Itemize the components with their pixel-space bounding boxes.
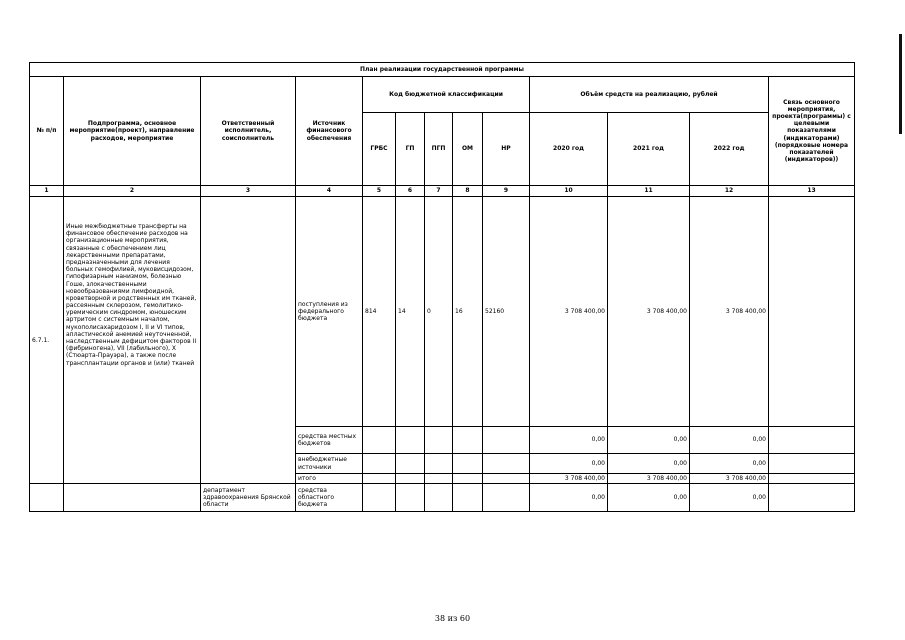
cell-np [483, 427, 530, 454]
cell-link [769, 427, 855, 454]
cell-om: 16 [453, 197, 483, 427]
table-row-federal [30, 197, 855, 427]
cell-np [483, 484, 530, 512]
cell-pgp [425, 427, 453, 454]
program-plan-table [29, 62, 855, 512]
cell-2022: 3 708 400,00 [690, 474, 769, 484]
cell-link [769, 484, 855, 512]
cell-2022: 3 708 400,00 [690, 197, 769, 427]
cell-2020: 0,00 [530, 427, 608, 454]
column-numbers-row [30, 186, 855, 197]
item-number: 6.7.1. [30, 197, 64, 484]
header-subprogram: Подпрограмма, основное мероприятие(проект), направление расходов, мероприятие [64, 77, 201, 186]
cell-2020: 0,00 [530, 484, 608, 512]
column-number: 2 [64, 186, 201, 197]
header-row-1 [30, 77, 855, 113]
cell-source: итого [296, 474, 363, 484]
column-number: 5 [363, 186, 396, 197]
cell-link [769, 474, 855, 484]
header-pgp: ПГП [425, 113, 453, 186]
cell-2022: 0,00 [690, 454, 769, 474]
header-responsible: Ответственный исполнитель, соисполнитель [201, 77, 296, 186]
header-funds: Объём средств на реализацию, рублей [530, 77, 769, 113]
table-title-row [30, 63, 855, 77]
cell-pgp [425, 474, 453, 484]
cell-np [483, 474, 530, 484]
cell-grbs [363, 484, 396, 512]
cell-2022: 0,00 [690, 484, 769, 512]
item-description: Иные межбюджетные трансферты на финансовое обеспечение расходов на организационные мероприятия, связанные с обеспечением лиц лекарственными препаратами, предназначенными для лечения больных гемофилией, муковисцидозом, гипофизарным нанизмом, болезнью Гоше, злокачественными новообразованиями лимфоидной, кроветворной и родственных им тканей, рассеянным склерозом, гемолитико-уремическим синдромом, юношеским артритом с системным началом, мукополисахаридозом I, II и VI типов, апластической анемией неуточненной, наследственным дефицитом факторов II (фибриногена), VII (лабильного), X (Стюарта-Прауэра), а также после трансплантации органов и (или) тканей [64, 197, 201, 484]
header-num: № п/п [30, 77, 64, 186]
cell-link [769, 197, 855, 427]
header-grbs: ГРБС [363, 113, 396, 186]
cell-grbs: 814 [363, 197, 396, 427]
cell-source: внебюджетные источники [296, 454, 363, 474]
cell-om [453, 427, 483, 454]
cell-2021: 3 708 400,00 [608, 474, 690, 484]
cell-grbs [363, 454, 396, 474]
cell-2021: 3 708 400,00 [608, 197, 690, 427]
cell-om [453, 454, 483, 474]
cell-source: поступления из федерального бюджета [296, 197, 363, 427]
cell-pgp: 0 [425, 197, 453, 427]
cell-2020: 0,00 [530, 454, 608, 474]
cell-2022: 0,00 [690, 427, 769, 454]
cell-gp [396, 484, 425, 512]
column-number: 13 [769, 186, 855, 197]
cell-2020: 3 708 400,00 [530, 197, 608, 427]
header-gp: ГП [396, 113, 425, 186]
table-row-regional [30, 484, 855, 512]
header-source: Источник финансового обеспечения [296, 77, 363, 186]
page-number: 38 из 60 [434, 614, 471, 623]
item-number [30, 484, 64, 512]
header-om: ОМ [453, 113, 483, 186]
header-link: Связь основного мероприятия, проекта(программы) с целевыми показателями (индикаторами) (порядковые номера показателей (индикаторов)) [769, 77, 855, 186]
cell-np [483, 454, 530, 474]
cell-2021: 0,00 [608, 427, 690, 454]
cell-gp [396, 427, 425, 454]
cell-om [453, 484, 483, 512]
cell-gp [396, 454, 425, 474]
header-np: НР [483, 113, 530, 186]
item-responsible [201, 197, 296, 484]
cell-gp [396, 474, 425, 484]
cell-pgp [425, 454, 453, 474]
header-budget-code: Код бюджетной классификации [363, 77, 530, 113]
cell-pgp [425, 484, 453, 512]
cell-om [453, 474, 483, 484]
column-number: 8 [453, 186, 483, 197]
cell-gp: 14 [396, 197, 425, 427]
table-title: План реализации государственной программы [30, 63, 855, 77]
cell-np: 52160 [483, 197, 530, 427]
column-number: 4 [296, 186, 363, 197]
cell-link [769, 454, 855, 474]
header-2021: 2021 год [608, 113, 690, 186]
column-number: 11 [608, 186, 690, 197]
column-number: 7 [425, 186, 453, 197]
cell-2020: 3 708 400,00 [530, 474, 608, 484]
column-number: 12 [690, 186, 769, 197]
header-2022: 2022 год [690, 113, 769, 186]
cell-grbs [363, 474, 396, 484]
cell-2021: 0,00 [608, 454, 690, 474]
cell-source: средства местных бюджетов [296, 427, 363, 454]
column-number: 10 [530, 186, 608, 197]
column-number: 1 [30, 186, 64, 197]
item-responsible: департамент здравоохранения Брянской области [201, 484, 296, 512]
cell-grbs [363, 427, 396, 454]
column-number: 3 [201, 186, 296, 197]
header-2020: 2020 год [530, 113, 608, 186]
cell-2021: 0,00 [608, 484, 690, 512]
scan-edge-mark [899, 34, 902, 134]
cell-source: средства областного бюджета [296, 484, 363, 512]
column-number: 6 [396, 186, 425, 197]
column-number: 9 [483, 186, 530, 197]
item-description [64, 484, 201, 512]
